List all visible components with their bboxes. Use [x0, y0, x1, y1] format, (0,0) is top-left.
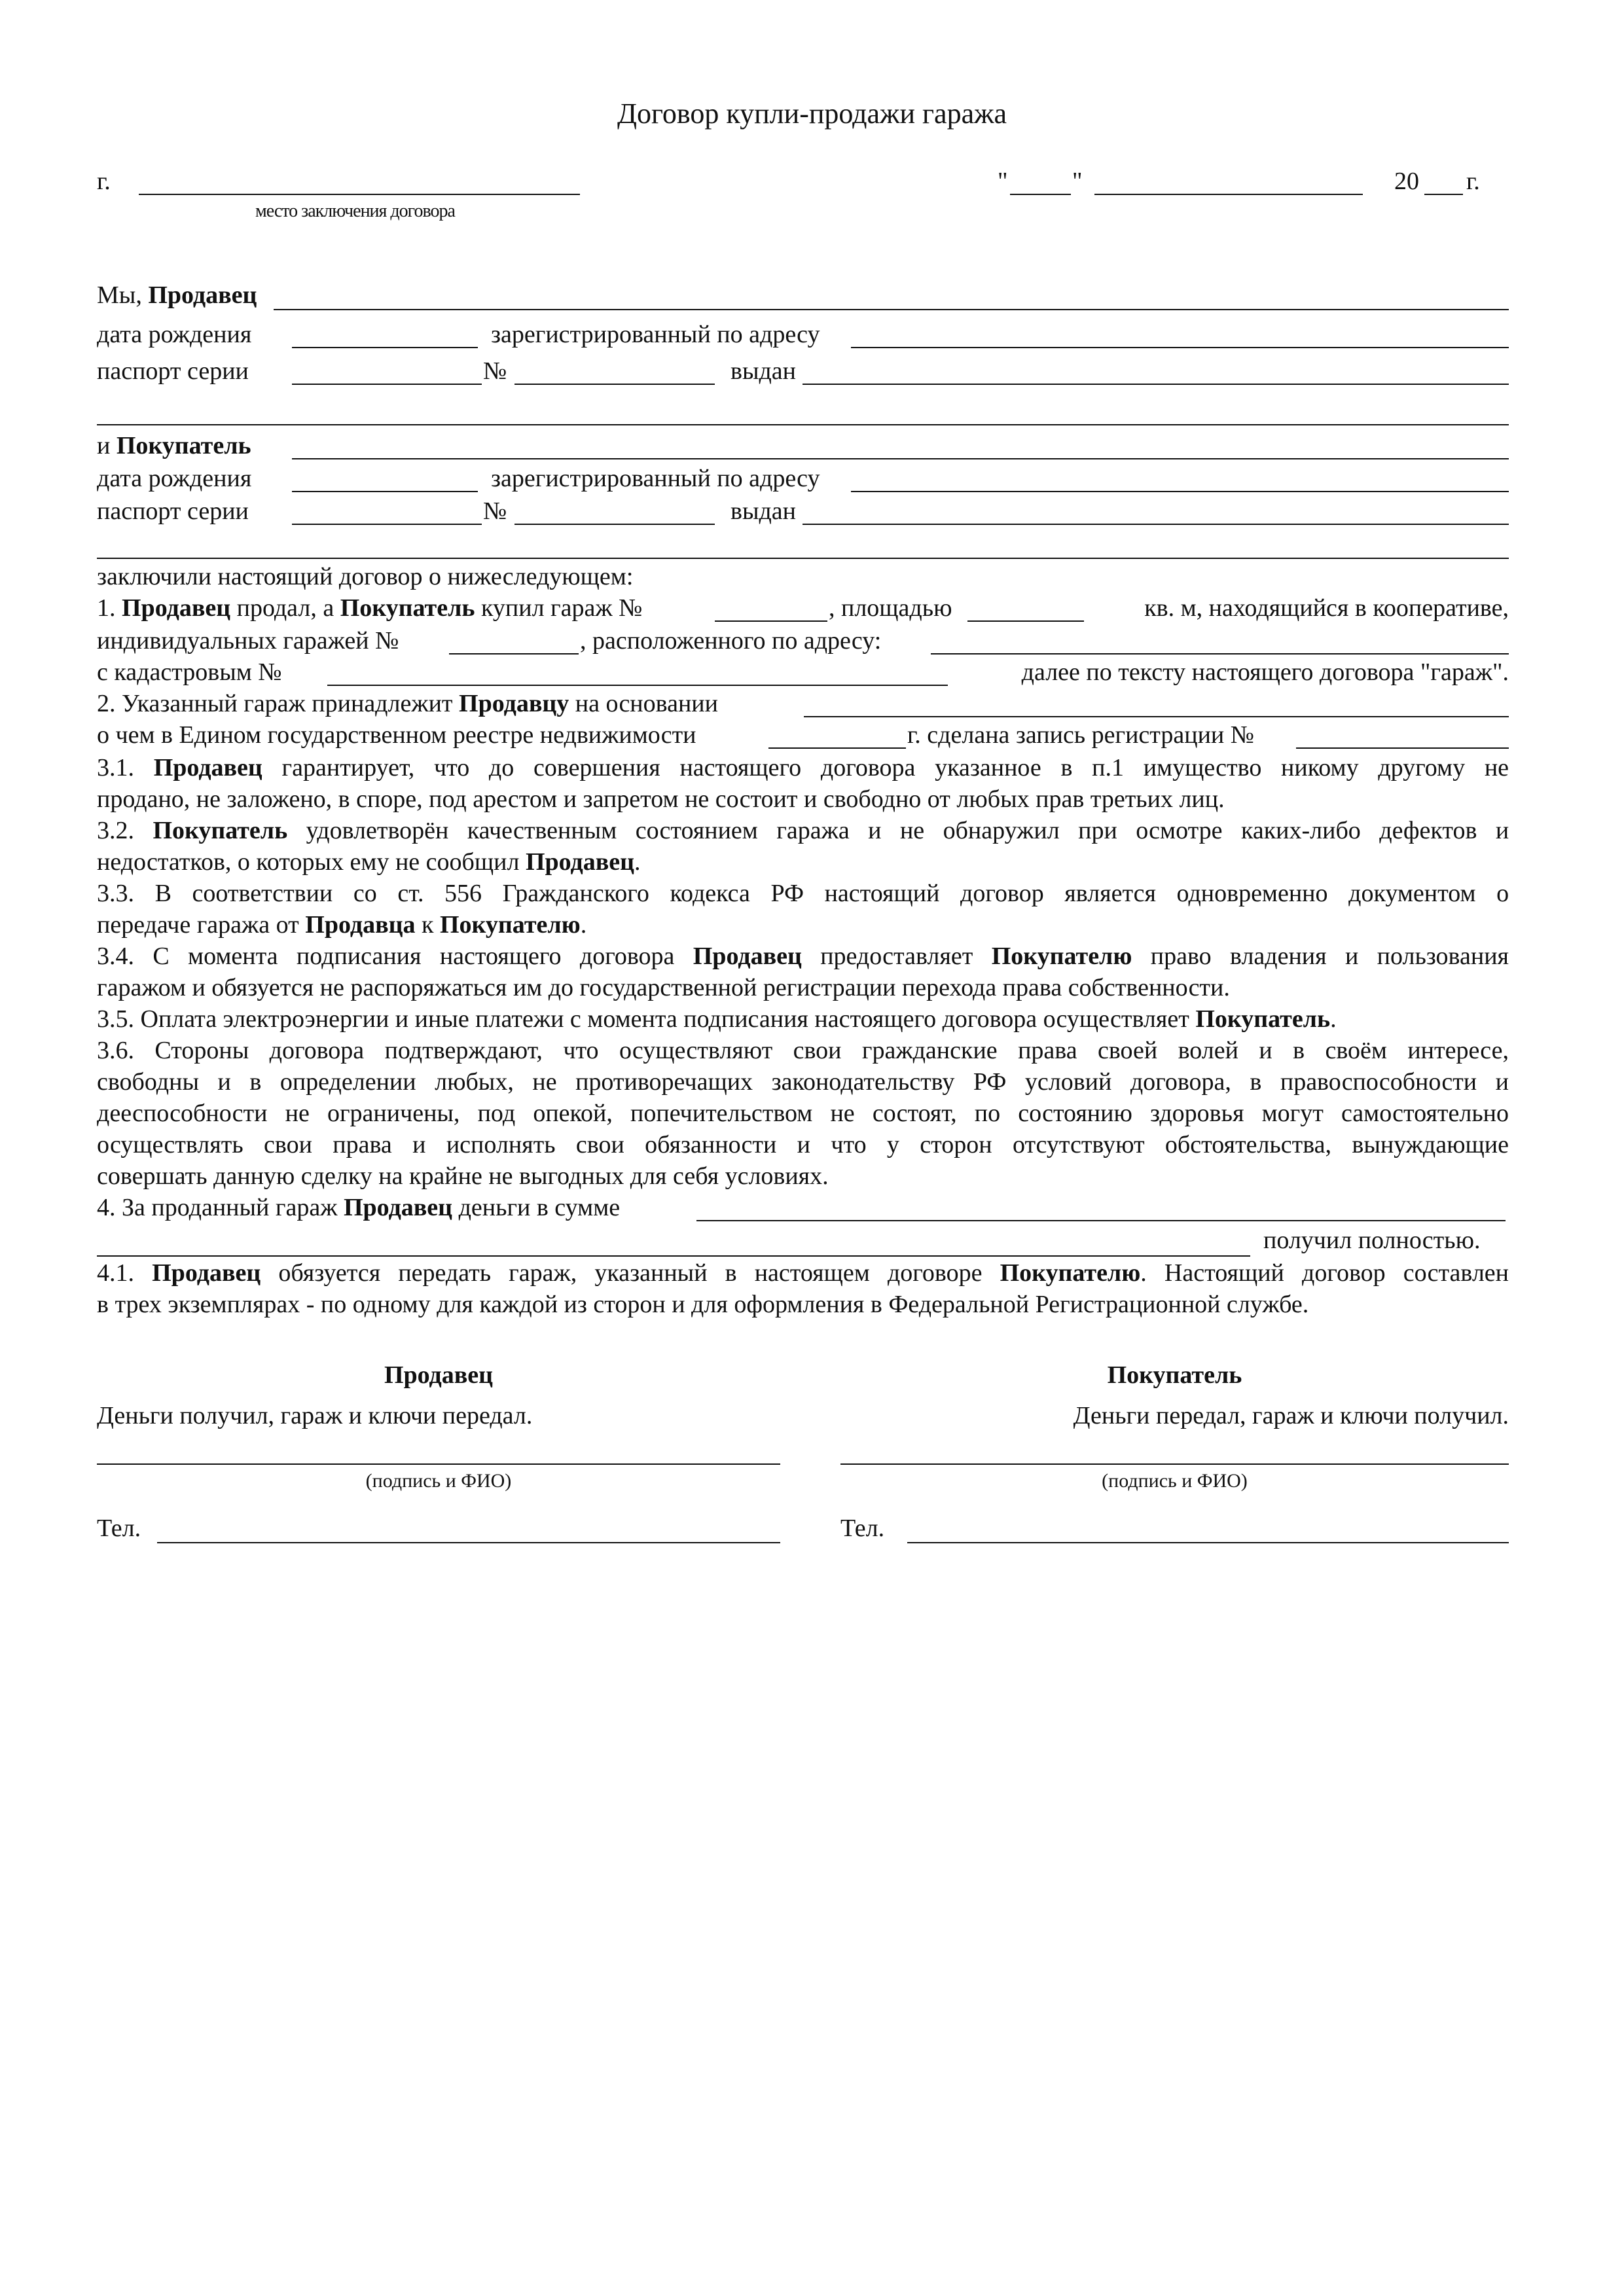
buyer-passport-number-line[interactable] [514, 524, 715, 525]
word: кодекса [670, 880, 750, 907]
clause-1-buyer: Покупатель [340, 594, 475, 622]
buyer-birth-line[interactable] [292, 491, 478, 492]
buyer-extra-line[interactable] [97, 558, 1509, 559]
date-open-quote: " [998, 168, 1008, 195]
coop-number-line[interactable] [449, 653, 579, 655]
clause-2-text-a: 2. Указанный гараж принадлежит [97, 690, 460, 717]
clause-1-text-a: продал, а [230, 594, 340, 622]
buyer-passport-label: паспорт серии [97, 497, 249, 525]
garage-area-line[interactable] [967, 620, 1084, 622]
clause-3-4-text-c: право владения и пользования [1132, 942, 1509, 970]
clause-1-coop-label: индивидуальных гаражей № [97, 627, 399, 655]
document-title: Договор купли-продажи гаража [617, 98, 1007, 130]
word: и [1495, 817, 1509, 844]
clause-3-3-text-a: передаче гаража от [97, 911, 306, 939]
clause-4-received: получил полностью. [1263, 1227, 1481, 1254]
clause-3-1-line-2: продано, не заложено, в споре, под арестом и запретом не состоит и свободно от любых прав третьих лиц. [97, 785, 1225, 813]
seller-phone-label: Тел. [97, 1515, 141, 1542]
seller-phone-line[interactable] [157, 1542, 780, 1543]
clause-3-3-line-2 [97, 912, 586, 937]
place-caption: место заключения договора [255, 201, 455, 221]
buyer-intro: и [97, 432, 117, 459]
clause-4-text-b: деньги в сумме [452, 1194, 621, 1221]
clause-3-6-line-1: 3.6. Стороны договора подтверждают, что осуществляют свои гражданские права своей волей и в своём интересе, [97, 1037, 1509, 1064]
seller-intro-line [97, 283, 257, 308]
clause-3-4-buyer: Покупателю [991, 942, 1132, 970]
buyer-intro-line [97, 433, 251, 458]
seller-signature-caption: (подпись и ФИО) [365, 1470, 512, 1492]
clause-3-3-text-b: к [415, 911, 440, 939]
clause-4-1-line-1 [97, 1261, 1509, 1285]
word: никому [1281, 754, 1359, 781]
clause-3-5-buyer: Покупатель [1195, 1005, 1331, 1033]
clause-3-4-text-a: 3.4. С момента подписания настоящего договора [97, 942, 693, 970]
seller-passport-label: паспорт серии [97, 357, 249, 385]
word: имущество [1143, 754, 1262, 781]
place-field-line[interactable] [139, 194, 580, 195]
clause-3-5 [97, 1007, 1337, 1031]
seller-issued-line[interactable] [803, 384, 1509, 385]
word: договор [960, 880, 1044, 907]
word: 3.3. [97, 880, 134, 907]
city-prefix: г. [97, 168, 111, 195]
clause-3-2-end: . [634, 848, 641, 876]
date-close-quote: " [1072, 168, 1083, 195]
registry-record-line[interactable] [1296, 747, 1509, 749]
seller-extra-line[interactable] [97, 424, 1509, 425]
ownership-basis-line[interactable] [804, 716, 1509, 717]
seller-signature-heading: Продавец [384, 1361, 494, 1389]
word: одновременно [1176, 880, 1328, 907]
buyer-issued-label: выдан [731, 497, 797, 525]
word: не [1484, 754, 1509, 781]
clause-4-1-text-a: обязуется передать гараж, указанный в настоящем договоре [261, 1259, 1000, 1287]
cadastral-number-line[interactable] [327, 685, 948, 686]
word: до [488, 754, 514, 781]
garage-address-line[interactable] [931, 653, 1509, 655]
word: совершения [533, 754, 660, 781]
word: в [1060, 754, 1073, 781]
clause-3-4-line-1 [97, 944, 1509, 969]
clause-3-1-line-1 [97, 755, 1509, 780]
clause-3-2-text: недостатков, о которых ему не сообщил [97, 848, 526, 876]
clause-1-address-label: , расположенного по адресу: [580, 627, 882, 655]
seller-issued-label: выдан [731, 357, 797, 385]
registry-date-line[interactable] [768, 747, 906, 749]
word: ст. [397, 880, 424, 907]
word: качественным [467, 817, 617, 844]
seller-passport-series-line[interactable] [292, 384, 482, 385]
buyer-passport-series-line[interactable] [292, 524, 482, 525]
clause-3-3-end: . [580, 911, 587, 939]
buyer-birth-label: дата рождения [97, 465, 252, 492]
clause-1-garage-no: купил гараж № [475, 594, 643, 622]
word: при [1078, 817, 1117, 844]
seller-birth-label: дата рождения [97, 321, 252, 348]
garage-number-line[interactable] [715, 620, 827, 622]
word: со [353, 880, 377, 907]
clause-3-3-buyer: Покупателю [440, 911, 581, 939]
clause-4-seller: Продавец [343, 1194, 453, 1221]
clause-1-seller: Продавец [122, 594, 231, 622]
clause-3-5-end: . [1330, 1005, 1337, 1033]
seller-name-line[interactable] [274, 309, 1509, 310]
buyer-phone-label: Тел. [840, 1515, 885, 1542]
clause-3-2-seller: Продавец [525, 848, 635, 876]
month-field-line[interactable] [1094, 194, 1363, 195]
seller-role: Продавец [148, 281, 257, 309]
word: договора [820, 754, 916, 781]
seller-birth-line[interactable] [292, 347, 478, 348]
clause-2-line-1 [97, 691, 718, 716]
buyer-signature-line[interactable] [840, 1463, 1509, 1465]
clause-3-2-line-2 [97, 850, 641, 874]
clause-2-record-text: г. сделана запись регистрации № [907, 721, 1254, 749]
clause-3-3-line-1 [97, 881, 1509, 906]
buyer-issued-line[interactable] [803, 524, 1509, 525]
seller-intro: Мы, [97, 281, 149, 309]
seller-statement: Деньги получил, гараж и ключи передал. [97, 1402, 533, 1429]
word: настоящего [679, 754, 802, 781]
word: осмотре [1136, 817, 1223, 844]
word: 556 [444, 880, 482, 907]
word: что [433, 754, 470, 781]
word: указанное [935, 754, 1041, 781]
buyer-signature-heading: Покупатель [1107, 1361, 1242, 1389]
word: обнаружил [943, 817, 1060, 844]
word: удовлетворён [306, 817, 449, 844]
word: другому [1378, 754, 1466, 781]
sum-amount-line[interactable] [696, 1220, 1506, 1221]
clause-4-1-text-b: . Настоящий договор составлен [1140, 1259, 1509, 1287]
clause-3-2-buyer: Покупатель [153, 817, 288, 844]
buyer-address-line[interactable] [851, 491, 1509, 492]
clause-3-1-num: 3.1. [97, 754, 134, 781]
seller-passport-number-line[interactable] [514, 384, 715, 385]
clause-3-4-text-b: предоставляет [801, 942, 992, 970]
clause-3-6-line-3: дееспособности не ограничены, под опекой, попечительством не состоят, по состоянию здоровья могут самостоятельно [97, 1100, 1509, 1127]
word: Гражданского [502, 880, 649, 907]
buyer-statement: Деньги передал, гараж и ключи получил. [1073, 1402, 1509, 1429]
clause-2-text-b: на основании [569, 690, 718, 717]
word: настоящий [824, 880, 940, 907]
word: о [1496, 880, 1509, 907]
clause-4-line-1 [97, 1195, 620, 1220]
clause-1-definition: далее по тексту настоящего договора "гараж". [1021, 658, 1509, 686]
word: каких-либо [1240, 817, 1361, 844]
clause-3-2-num: 3.2. [97, 817, 134, 844]
clause-3-5-text: 3.5. Оплата электроэнергии и иные платежи с момента подписания настоящего договора осуществляет [97, 1005, 1196, 1033]
word: состоянием [635, 817, 758, 844]
clause-3-2-line-1 [97, 818, 1509, 843]
buyer-role: Покупатель [116, 432, 251, 459]
clause-1-cadastral-label: с кадастровым № [97, 658, 282, 686]
clause-2-seller: Продавцу [459, 690, 569, 717]
clause-1-line-1 [97, 596, 642, 620]
buyer-name-line[interactable] [292, 458, 1509, 459]
clause-3-4-line-2: гаражом и обязуется не распоряжаться им до государственной регистрации перехода права собственности. [97, 974, 1230, 1001]
clause-1-num: 1. [97, 594, 122, 622]
word: гаража [776, 817, 850, 844]
seller-reg-label: зарегистрированный по адресу [491, 321, 820, 348]
word: и [868, 817, 882, 844]
clause-4-1-line-2: в трех экземплярах - по одному для каждой из сторон и для оформления в Федеральной Регистрационной службе. [97, 1291, 1309, 1318]
clause-3-1-seller: Продавец [153, 754, 262, 781]
clauses-intro: заключили настоящий договор о нижеследующем: [97, 563, 634, 590]
sum-words-line[interactable] [97, 1255, 1250, 1257]
buyer-number-label: № [483, 497, 507, 525]
clause-3-3-seller: Продавца [305, 911, 416, 939]
seller-number-label: № [483, 357, 507, 385]
word: не [899, 817, 925, 844]
buyer-reg-label: зарегистрированный по адресу [491, 465, 820, 492]
clause-3-6-line-5: совершать данную сделку на крайне не выгодных для себя условиях. [97, 1162, 829, 1190]
word: является [1064, 880, 1156, 907]
buyer-phone-line[interactable] [907, 1542, 1509, 1543]
word: В [154, 880, 171, 907]
clause-4-1-num: 4.1. [97, 1259, 153, 1287]
word: гарантирует, [281, 754, 415, 781]
year-prefix: 20 [1394, 168, 1419, 195]
clause-2-registry-text: о чем в Едином государственном реестре недвижимости [97, 721, 696, 749]
year-field-line[interactable] [1424, 194, 1463, 195]
clause-1-area-label: , площадью [829, 594, 952, 622]
clause-1-coop-text: кв. м, находящийся в кооперативе, [1144, 594, 1509, 622]
clause-3-4-seller: Продавец [693, 942, 802, 970]
clause-3-6-line-2: свободны и в определении любых, не противоречащих законодательству РФ условий договора, в правоспособности и [97, 1068, 1509, 1096]
clause-4-1-buyer: Покупателю [1000, 1259, 1141, 1287]
clause-3-6-line-4: осуществлять свои права и исполнять свои обязанности и что у сторон отсутствуют обстоятельства, вынуждающие [97, 1131, 1509, 1158]
word: дефектов [1379, 817, 1477, 844]
word: документом [1348, 880, 1476, 907]
word: РФ [770, 880, 804, 907]
buyer-signature-caption: (подпись и ФИО) [1102, 1470, 1248, 1492]
clause-4-text-a: 4. За проданный гараж [97, 1194, 344, 1221]
clause-4-1-seller: Продавец [152, 1259, 261, 1287]
seller-signature-line[interactable] [97, 1463, 780, 1465]
word: п.1 [1092, 754, 1124, 781]
day-field-line[interactable] [1010, 194, 1071, 195]
word: соответствии [192, 880, 333, 907]
year-suffix: г. [1466, 168, 1480, 195]
seller-address-line[interactable] [851, 347, 1509, 348]
